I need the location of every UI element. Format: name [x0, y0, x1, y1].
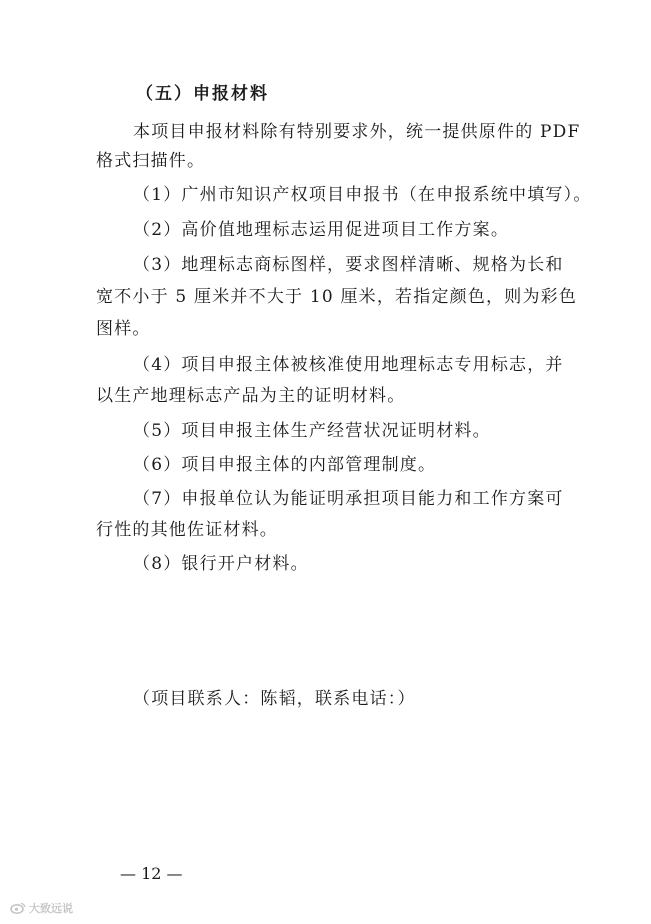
paragraph-line: 本项目申报材料除有特别要求外，统一提供原件的 PDF [133, 122, 581, 142]
list-item-4-line: 以生产地理标志产品为主的证明材料。 [96, 386, 406, 406]
weibo-icon [10, 902, 26, 914]
list-item-8: （8）银行开户材料。 [133, 554, 309, 574]
contact-info: （项目联系人：陈韬，联系电话：） [133, 689, 416, 709]
list-item-4-line: （4）项目申报主体被核准使用地理标志专用标志，并 [133, 355, 564, 375]
list-item-7-line: 行性的其他佐证材料。 [96, 520, 278, 540]
list-item-7-line: （7）申报单位认为能证明承担项目能力和工作方案可 [133, 489, 564, 509]
list-item-1: （1）广州市知识产权项目申报书（在申报系统中填写）。 [133, 185, 592, 205]
list-item-6: （6）项目申报主体的内部管理制度。 [133, 455, 437, 475]
page-number: — 12 — [120, 864, 183, 883]
section-heading: （五）申报材料 [136, 84, 269, 104]
watermark [10, 900, 73, 916]
list-item-2: （2）高价值地理标志运用促进项目工作方案。 [133, 220, 510, 240]
list-item-3-line: 图样。 [96, 319, 151, 339]
list-item-5: （5）项目申报主体生产经营状况证明材料。 [133, 421, 491, 441]
watermark-text: 大致远说 [29, 902, 73, 915]
paragraph-line: 格式扫描件。 [96, 151, 206, 171]
list-item-3-line: 宽不小于 5 厘米并不大于 10 厘米，若指定颜色，则为彩色 [96, 287, 578, 307]
list-item-3-line: （3）地理标志商标图样，要求图样清晰、规格为长和 [133, 255, 564, 275]
